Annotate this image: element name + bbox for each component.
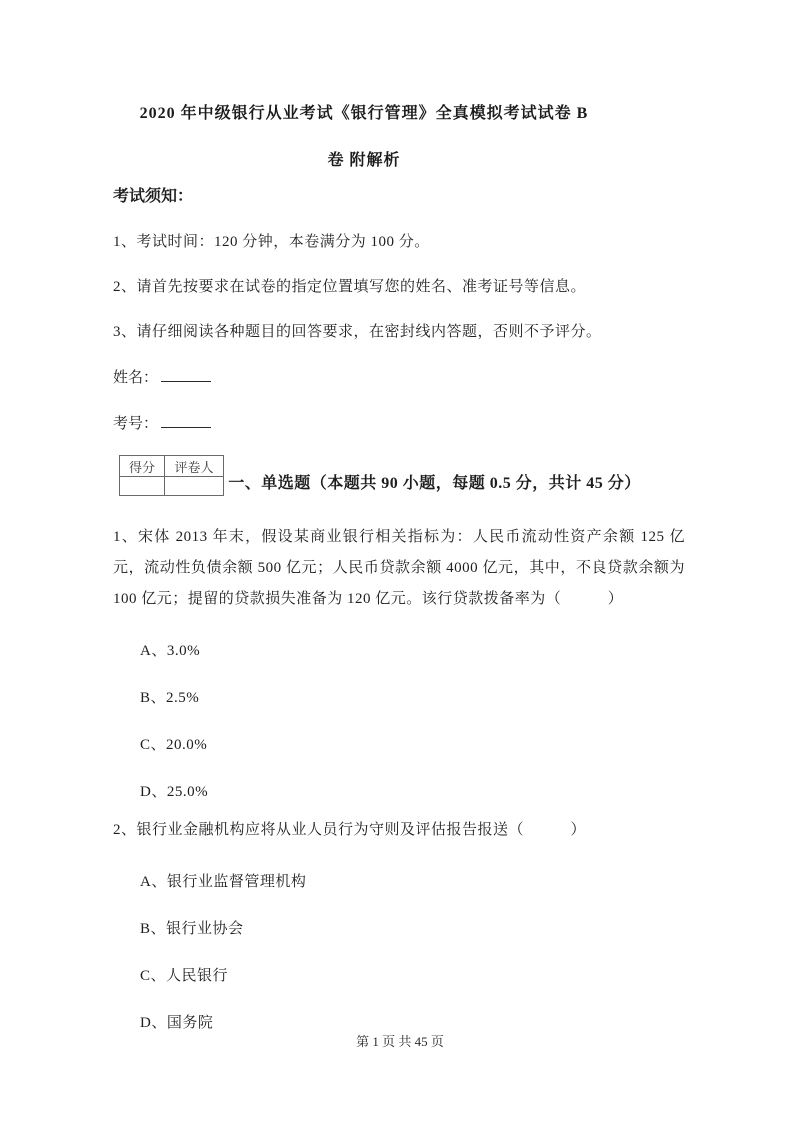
document-title-line-1: 2020 年中级银行从业考试《银行管理》全真模拟考试试卷 B	[139, 105, 589, 122]
section-header-row	[113, 455, 685, 496]
exam-number-blank-line	[161, 413, 211, 428]
score-value-cell	[120, 477, 165, 496]
notice-heading: 考试须知：	[113, 188, 194, 205]
document-title	[113, 90, 685, 184]
name-label: 姓名：	[113, 370, 159, 386]
question-1-text: 1、宋体 2013 年末，假设某商业银行相关指标为：人民币流动性资产余额 125 亿元，流动性负债余额 500 亿元；人民币贷款余额 4000 亿元，其中，不良贷款余额为 100 亿元；提留的贷款损失准备为 120 亿元。该行贷款拨备率为（ ）	[113, 529, 685, 607]
question-2-option-a: A、银行业监督管理机构	[140, 874, 307, 890]
document-title-line-2: 卷 附解析	[327, 152, 401, 169]
question-2-option-c: C、人民银行	[140, 968, 229, 984]
name-row	[113, 367, 685, 389]
exam-number-row	[113, 413, 685, 435]
notice-item-1: 1、考试时间：120 分钟，本卷满分为 100 分。	[113, 234, 430, 250]
question-1-option-b: B、2.5%	[140, 690, 200, 706]
page-footer: 第 1 页 共 45 页	[356, 1034, 444, 1049]
section-title: 一、单选题（本题共 90 小题，每题 0.5 分，共计 45 分）	[228, 475, 641, 492]
score-header-cell: 得分	[120, 456, 165, 477]
name-blank-line	[161, 367, 211, 382]
question-2-option-b: B、银行业协会	[140, 921, 244, 937]
grader-header-cell: 评卷人	[165, 456, 224, 477]
score-table	[119, 455, 224, 496]
score-table-header-row	[120, 456, 224, 477]
score-table-value-row	[120, 477, 224, 496]
question-1	[113, 522, 685, 803]
question-2-option-d: D、国务院	[140, 1015, 214, 1031]
grader-value-cell	[165, 477, 224, 496]
exam-number-label: 考号：	[113, 416, 159, 432]
notice-item-2: 2、请首先按要求在试卷的指定位置填写您的姓名、准考证号等信息。	[113, 279, 587, 295]
question-2-text: 2、银行业金融机构应将从业人员行为守则及评估报告报送（ ）	[113, 822, 587, 838]
notice-item-3: 3、请仔细阅读各种题目的回答要求，在密封线内答题，否则不予评分。	[113, 324, 602, 340]
question-1-option-a: A、3.0%	[140, 643, 201, 659]
question-1-option-c: C、20.0%	[140, 737, 208, 753]
question-2	[113, 815, 685, 1034]
question-1-option-d: D、25.0%	[140, 784, 209, 800]
